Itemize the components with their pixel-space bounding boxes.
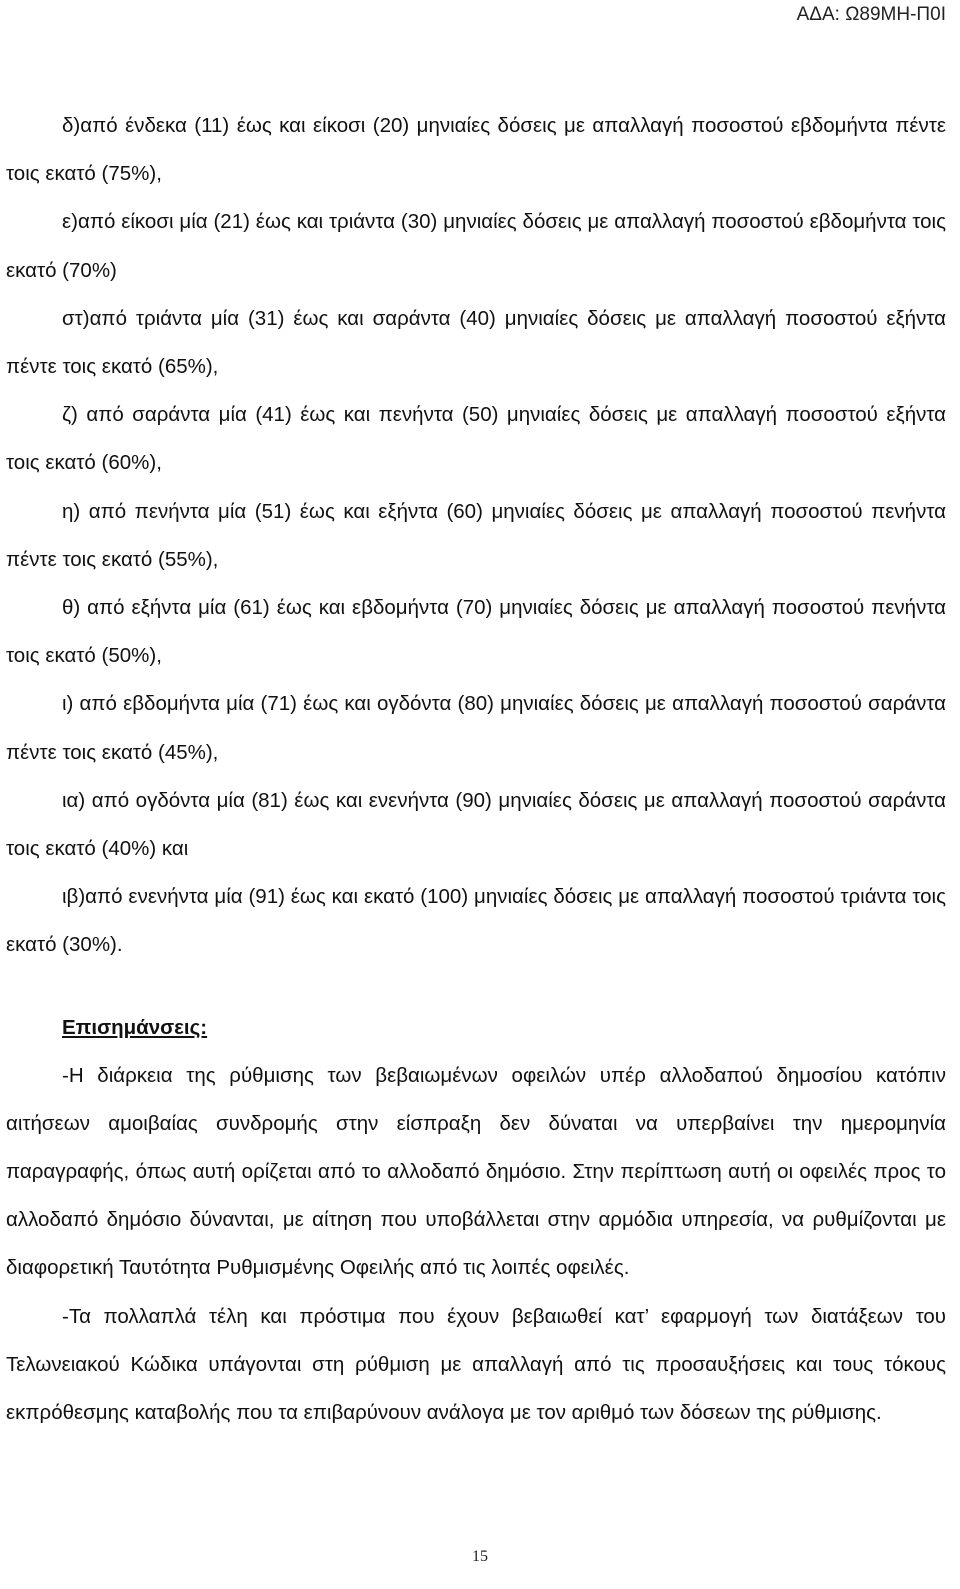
installment-item-ia: ια) από ογδόντα μία (81) έως και ενενήντα (90) μηνιαίες δόσεις με απαλλαγή ποσοστού σαράντα τοις εκατό (40%) και: [6, 788, 946, 861]
note-paragraph-duration: -Η διάρκεια της ρύθμισης των βεβαιωμένων οφειλών υπέρ αλλοδαπού δημοσίου κατόπιν αιτήσεων αμοιβαίας συνδρομής στην είσπραξη δεν δύναται να υπερβαίνει την ημερομηνία παραγραφής, όπως αυτή ορίζεται από το αλλοδαπό δημόσιο. Στην περίπτωση αυτή οι οφειλές προς το αλλοδαπό δημόσιο δύνανται, με αίτηση που υποβάλλεται στην αρμόδια υπηρεσία, να ρυθμίζονται με διαφορετική Ταυτότητα Ρυθμισμένης Οφειλής από τις λοιπές οφειλές.: [6, 1063, 946, 1280]
installment-item-i: η) από πενήντα μία (51) έως και εξήντα (60) μηνιαίες δόσεις με απαλλαγή ποσοστού πενήντα πέντε τοις εκατό (55%),: [6, 499, 946, 571]
ada-code: ΑΔΑ: Ω89ΜΗ-Π0Ι: [796, 4, 946, 25]
installment-item-iota: ι) από εβδομήντα μία (71) έως και ογδόντα (80) μηνιαίες δόσεις με απαλλαγή ποσοστού σαράντα πέντε τοις εκατό (45%),: [6, 692, 946, 764]
document-body: [6, 102, 946, 1437]
installment-item-e: ε)από είκοσι μία (21) έως και τριάντα (30) μηνιαίες δόσεις με απαλλαγή ποσοστού εβδομήντα τοις εκατό (70%): [6, 210, 946, 282]
note-paragraph-fines: -Τα πολλαπλά τέλη και πρόστιμα που έχουν βεβαιωθεί κατ’ εφαρμογή των διατάξεων του Τελωνειακού Κώδικα υπάγονται στη ρύθμιση με απαλλαγή από τις προσαυξήσεις και τους τόκους εκπρόθεσμης καταβολής που τα επιβαρύνουν ανάλογα με τον αριθμό των δόσεων της ρύθμισης.: [6, 1304, 946, 1425]
section-spacer: [6, 970, 946, 1004]
installment-item-d: δ)από ένδεκα (11) έως και είκοσι (20) μηνιαίες δόσεις με απαλλαγή ποσοστού εβδομήντα πέντε τοις εκατό (75%),: [6, 114, 946, 186]
notes-heading: Επισημάνσεις:: [62, 1015, 208, 1039]
installment-item-ib: ιβ)από ενενήντα μία (91) έως και εκατό (100) μηνιαίες δόσεις με απαλλαγή ποσοστού τριάντα τοις εκατό (30%).: [6, 885, 946, 957]
installment-item-st: στ)από τριάντα μία (31) έως και σαράντα (40) μηνιαίες δόσεις με απαλλαγή ποσοστού εξήντα πέντε τοις εκατό (65%),: [6, 306, 946, 379]
installment-item-z: ζ) από σαράντα μία (41) έως και πενήντα (50) μηνιαίες δόσεις με απαλλαγή ποσοστού εξήντα τοις εκατό (60%),: [6, 403, 946, 475]
page-number: 15: [472, 1548, 488, 1565]
installment-item-th: θ) από εξήντα μία (61) έως και εβδομήντα (70) μηνιαίες δόσεις με απαλλαγή ποσοστού πενήντα τοις εκατό (50%),: [6, 596, 946, 668]
